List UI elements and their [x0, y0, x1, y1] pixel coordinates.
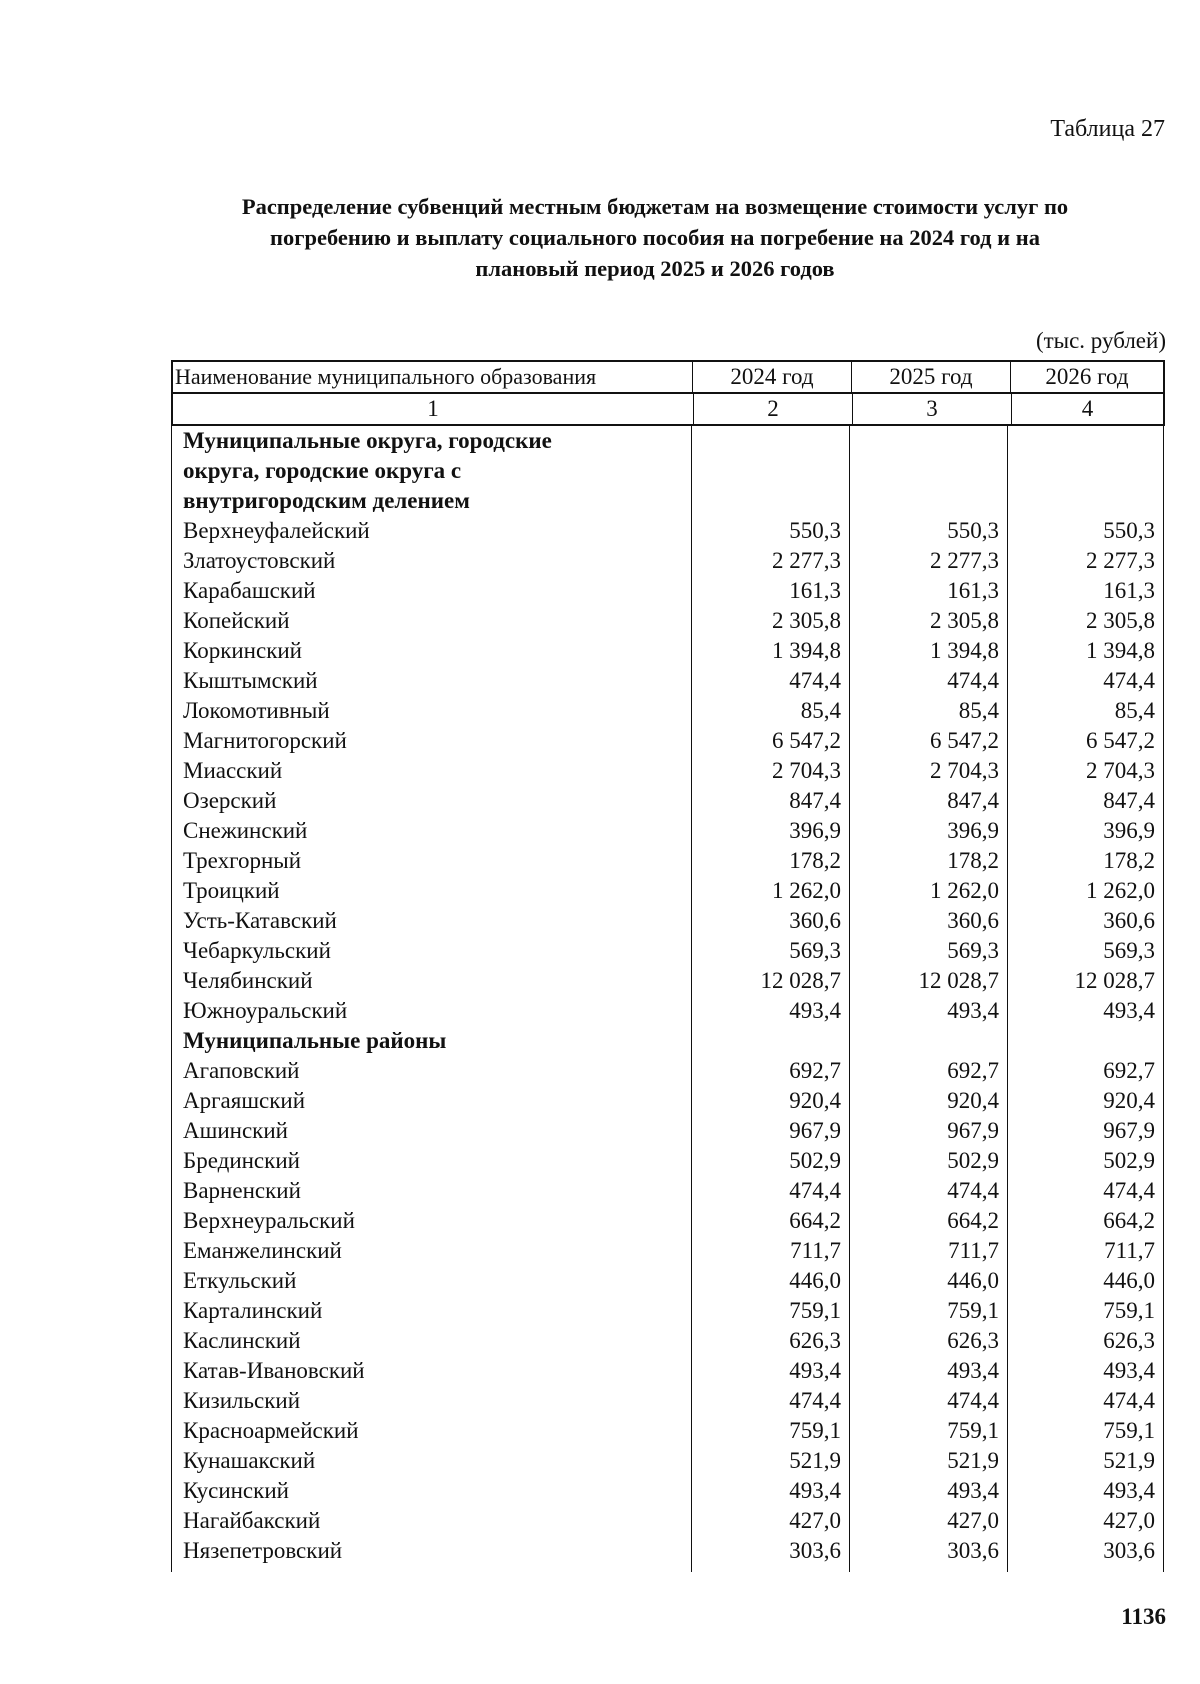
municipality-name: Локомотивный: [183, 698, 330, 723]
units-label: (тыс. рублей): [1035, 328, 1166, 353]
table-row: [171, 1416, 1165, 1446]
municipality-name: Трехгорный: [183, 848, 302, 873]
table-row: [171, 1386, 1165, 1416]
value-2024: 759,1: [789, 1418, 841, 1443]
page-number: 1136: [1121, 1604, 1166, 1629]
municipality-name: округа, городские округа с: [183, 458, 462, 483]
value-2024: [691, 426, 849, 456]
municipality-name: Красноармейский: [183, 1418, 359, 1443]
value-2026: 626,3: [1103, 1328, 1155, 1353]
value-2024: 178,2: [789, 848, 841, 873]
value-2026: 474,4: [1103, 668, 1155, 693]
value-2024: 1 394,8: [772, 638, 841, 663]
municipality-name: Кунашакский: [183, 1448, 316, 1473]
header-2026: 2026 год: [1045, 364, 1129, 389]
value-2026: 427,0: [1103, 1508, 1155, 1533]
value-2025: 759,1: [947, 1298, 999, 1323]
municipality-name: Муниципальные округа, городские: [183, 428, 552, 453]
municipality-name: Кыштымский: [183, 668, 318, 693]
municipality-name: Троицкий: [183, 878, 280, 903]
table-row: [171, 846, 1165, 876]
table-row: [171, 1446, 1165, 1476]
municipality-name: Нязепетровский: [183, 1538, 343, 1563]
value-2026: 664,2: [1103, 1208, 1155, 1233]
value-2026: 920,4: [1103, 1088, 1155, 1113]
value-2025: 85,4: [958, 698, 999, 723]
header-municipality: Наименование муниципального образования: [173, 362, 693, 392]
table-row: [171, 786, 1165, 816]
municipality-name: Каслинский: [183, 1328, 301, 1353]
value-2026: 550,3: [1103, 518, 1155, 543]
value-2024: 2 277,3: [772, 548, 841, 573]
value-2026: [1007, 426, 1165, 456]
municipality-name: Катав-Ивановский: [183, 1358, 365, 1383]
value-2025: 2 704,3: [930, 758, 999, 783]
table-row: [171, 606, 1165, 636]
table-row: [171, 546, 1165, 576]
municipality-name: Копейский: [183, 608, 290, 633]
value-2025: [849, 426, 1007, 456]
value-2026: 967,9: [1103, 1118, 1155, 1143]
value-2026: 2 305,8: [1086, 608, 1155, 633]
table-row: [171, 1296, 1165, 1326]
value-2026: 474,4: [1103, 1388, 1155, 1413]
value-2026: 759,1: [1103, 1418, 1155, 1443]
column-number: 3: [853, 394, 1012, 424]
value-2026: 12 028,7: [1074, 968, 1155, 993]
value-2026: 493,4: [1103, 998, 1155, 1023]
value-2025: [849, 486, 1007, 516]
table-row: [171, 996, 1165, 1026]
value-2024: 493,4: [789, 1358, 841, 1383]
value-2024: 2 305,8: [772, 608, 841, 633]
column-number-row: [171, 394, 1165, 426]
table-row: [171, 1266, 1165, 1296]
title-line: Распределение субвенций местным бюджетам на возмещение стоимости услуг по: [241, 194, 1069, 219]
section-heading-row: [171, 456, 1165, 486]
municipality-name: Челябинский: [183, 968, 313, 993]
municipality-name: Брединский: [183, 1148, 300, 1173]
value-2024: 446,0: [789, 1268, 841, 1293]
value-2025: 178,2: [947, 848, 999, 873]
value-2024: [691, 1026, 849, 1056]
municipality-name: Магнитогорский: [183, 728, 347, 753]
value-2025: 502,9: [947, 1148, 999, 1173]
municipality-name: Агаповский: [183, 1058, 300, 1083]
value-2026: 759,1: [1103, 1298, 1155, 1323]
value-2025: 493,4: [947, 1478, 999, 1503]
value-2026: 396,9: [1103, 818, 1155, 843]
value-2024: 427,0: [789, 1508, 841, 1533]
value-2025: [849, 456, 1007, 486]
column-number: 4: [1081, 396, 1094, 421]
municipality-name: Карталинский: [183, 1298, 323, 1323]
municipality-name: Златоустовский: [183, 548, 336, 573]
table-row: [171, 1536, 1165, 1566]
table-row: [171, 906, 1165, 936]
municipality-name: внутригородским делением: [183, 488, 470, 513]
section-heading-row: [171, 426, 1165, 456]
value-2024: 1 262,0: [772, 878, 841, 903]
value-2025: 446,0: [947, 1268, 999, 1293]
table-row: [171, 1206, 1165, 1236]
value-2026: 1 262,0: [1086, 878, 1155, 903]
municipality-name: Чебаркульский: [183, 938, 331, 963]
value-2024: 711,7: [790, 1238, 841, 1263]
table-row: [171, 936, 1165, 966]
value-2024: 2 704,3: [772, 758, 841, 783]
header-2024: 2024 год: [693, 362, 852, 392]
municipality-name: Варненский: [183, 1178, 301, 1203]
subventions-table: [171, 360, 1165, 1566]
value-2024: 759,1: [789, 1298, 841, 1323]
table-row: [171, 1506, 1165, 1536]
table-row: [171, 1176, 1165, 1206]
value-2025: 12 028,7: [918, 968, 999, 993]
value-2026: 6 547,2: [1086, 728, 1155, 753]
table-row: [171, 1236, 1165, 1266]
value-2026: 2 277,3: [1086, 548, 1155, 573]
municipality-name: Ашинский: [183, 1118, 288, 1143]
value-2025: 550,3: [947, 518, 999, 543]
table-row: [171, 1326, 1165, 1356]
value-2025: 474,4: [947, 1388, 999, 1413]
value-2025: [849, 1026, 1007, 1056]
value-2024: 692,7: [789, 1058, 841, 1083]
value-2024: 521,9: [789, 1448, 841, 1473]
value-2026: 303,6: [1103, 1538, 1155, 1563]
municipality-name: Аргаяшский: [183, 1088, 306, 1113]
value-2025: 920,4: [947, 1088, 999, 1113]
value-2024: 474,4: [789, 1388, 841, 1413]
value-2025: 626,3: [947, 1328, 999, 1353]
municipality-name: Снежинский: [183, 818, 308, 843]
table-body: [171, 426, 1165, 1566]
value-2024: 161,3: [789, 578, 841, 603]
table-row: [171, 756, 1165, 786]
value-2026: 493,4: [1103, 1358, 1155, 1383]
value-2025: 396,9: [947, 818, 999, 843]
value-2025: 493,4: [947, 998, 999, 1023]
value-2024: 626,3: [789, 1328, 841, 1353]
table-header-row: [171, 360, 1165, 394]
value-2026: 85,4: [1114, 698, 1155, 723]
value-2026: 521,9: [1103, 1448, 1155, 1473]
table-row: [171, 1086, 1165, 1116]
value-2024: 847,4: [789, 788, 841, 813]
value-2025: 692,7: [947, 1058, 999, 1083]
value-2025: 664,2: [947, 1208, 999, 1233]
value-2026: [1007, 486, 1165, 516]
value-2026: 178,2: [1103, 848, 1155, 873]
table-row: [171, 666, 1165, 696]
municipality-name: Еманжелинский: [183, 1238, 342, 1263]
table-row: [171, 1476, 1165, 1506]
value-2024: 6 547,2: [772, 728, 841, 753]
table-row: [171, 816, 1165, 846]
value-2025: 493,4: [947, 1358, 999, 1383]
value-2025: 161,3: [947, 578, 999, 603]
value-2026: 446,0: [1103, 1268, 1155, 1293]
value-2024: 502,9: [789, 1148, 841, 1173]
column-number: 1: [173, 394, 694, 424]
municipality-name: Кизильский: [183, 1388, 301, 1413]
table-row: [171, 516, 1165, 546]
value-2025: 847,4: [947, 788, 999, 813]
table-row: [171, 876, 1165, 906]
value-2024: 12 028,7: [760, 968, 841, 993]
table-row: [171, 1356, 1165, 1386]
value-2025: 6 547,2: [930, 728, 999, 753]
value-2024: 474,4: [789, 1178, 841, 1203]
value-2026: 711,7: [1104, 1238, 1155, 1263]
value-2025: 2 305,8: [930, 608, 999, 633]
value-2026: 502,9: [1103, 1148, 1155, 1173]
value-2025: 427,0: [947, 1508, 999, 1533]
value-2025: 569,3: [947, 938, 999, 963]
municipality-name: Верхнеуфалейский: [183, 518, 370, 543]
title-line: погребению и выплату социального пособия на погребение на 2024 год и на: [270, 225, 1040, 250]
value-2024: 303,6: [789, 1538, 841, 1563]
table-row: [171, 696, 1165, 726]
table-row: [171, 966, 1165, 996]
value-2024: 474,4: [789, 668, 841, 693]
table-row: [171, 726, 1165, 756]
table-row: [171, 1146, 1165, 1176]
municipality-name: Озерский: [183, 788, 277, 813]
value-2026: 360,6: [1103, 908, 1155, 933]
value-2026: 2 704,3: [1086, 758, 1155, 783]
value-2024: [691, 456, 849, 486]
municipality-name: Еткульский: [183, 1268, 297, 1293]
value-2026: 493,4: [1103, 1478, 1155, 1503]
section-heading-row: [171, 1026, 1165, 1056]
municipality-name: Нагайбакский: [183, 1508, 321, 1533]
value-2025: 521,9: [947, 1448, 999, 1473]
value-2026: 1 394,8: [1086, 638, 1155, 663]
value-2025: 759,1: [947, 1418, 999, 1443]
value-2024: 493,4: [789, 998, 841, 1023]
value-2025: 360,6: [947, 908, 999, 933]
value-2024: 967,9: [789, 1118, 841, 1143]
value-2025: 474,4: [947, 668, 999, 693]
municipality-name: Верхнеуральский: [183, 1208, 355, 1233]
table-row: [171, 636, 1165, 666]
value-2026: [1007, 456, 1165, 486]
value-2025: 2 277,3: [930, 548, 999, 573]
municipality-name: Коркинский: [183, 638, 302, 663]
value-2026: [1007, 1026, 1165, 1056]
section-heading-row: [171, 486, 1165, 516]
municipality-name: Южноуральский: [183, 998, 348, 1023]
column-number: 2: [694, 394, 853, 424]
value-2026: 847,4: [1103, 788, 1155, 813]
value-2024: 396,9: [789, 818, 841, 843]
value-2026: 474,4: [1103, 1178, 1155, 1203]
value-2024: 360,6: [789, 908, 841, 933]
municipality-name: Усть-Катавский: [183, 908, 337, 933]
table-row: [171, 576, 1165, 606]
municipality-name: Кусинский: [183, 1478, 289, 1503]
header-2025: 2025 год: [852, 362, 1011, 392]
value-2025: 1 262,0: [930, 878, 999, 903]
table-row: [171, 1116, 1165, 1146]
municipality-name: Муниципальные районы: [183, 1028, 447, 1053]
document-title: [150, 191, 1160, 284]
value-2025: 711,7: [948, 1238, 999, 1263]
value-2024: 920,4: [789, 1088, 841, 1113]
table-label: Таблица 27: [1050, 116, 1165, 142]
municipality-name: Миасский: [183, 758, 283, 783]
value-2026: 161,3: [1103, 578, 1155, 603]
value-2024: 85,4: [800, 698, 841, 723]
value-2025: 303,6: [947, 1538, 999, 1563]
value-2024: [691, 486, 849, 516]
value-2026: 692,7: [1103, 1058, 1155, 1083]
value-2025: 967,9: [947, 1118, 999, 1143]
value-2024: 550,3: [789, 518, 841, 543]
title-line: плановый период 2025 и 2026 годов: [475, 256, 835, 281]
value-2024: 569,3: [789, 938, 841, 963]
value-2025: 1 394,8: [930, 638, 999, 663]
value-2026: 569,3: [1103, 938, 1155, 963]
table-row: [171, 1056, 1165, 1086]
value-2024: 493,4: [789, 1478, 841, 1503]
value-2025: 474,4: [947, 1178, 999, 1203]
value-2024: 664,2: [789, 1208, 841, 1233]
municipality-name: Карабашский: [183, 578, 316, 603]
